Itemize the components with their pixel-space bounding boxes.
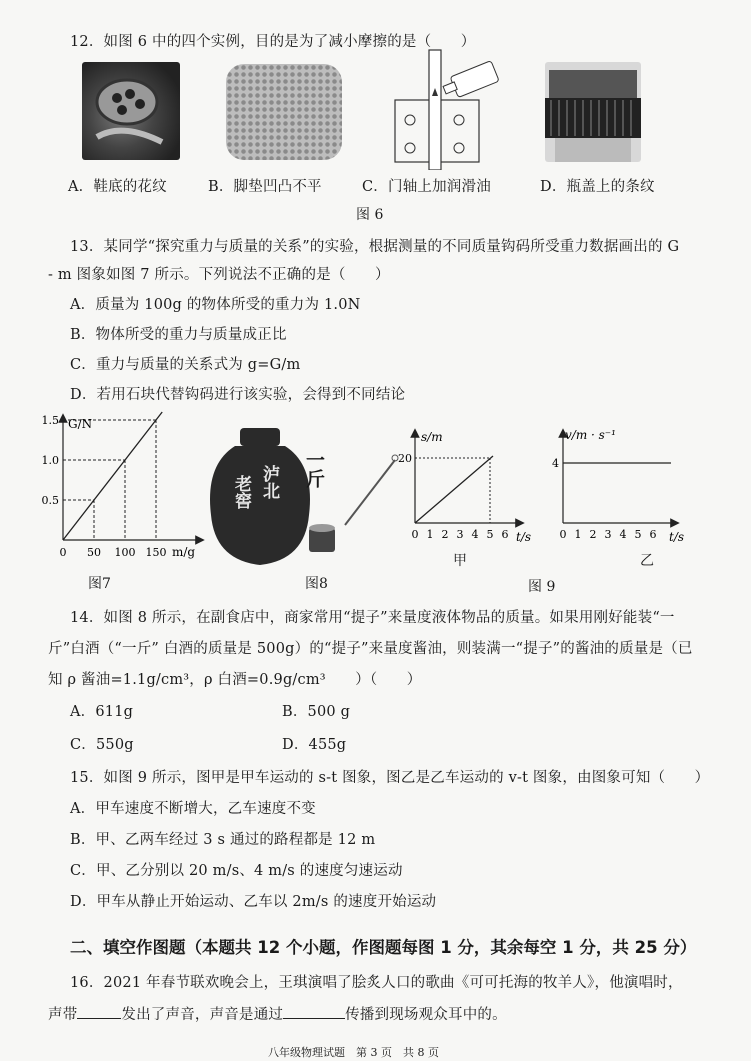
q16-line2 xyxy=(48,1003,507,1024)
fig9a-y-label: s/m xyxy=(421,430,443,444)
q16-blank-2[interactable] xyxy=(283,1004,345,1019)
q15-option-b: B．甲、乙两车经过 3 s 通过的路程都是 12 m xyxy=(70,832,376,848)
fig7-y-tick: 1.5 xyxy=(41,414,59,427)
q14-option-b: B．500 g xyxy=(282,704,351,720)
section-2-title: 二、填空作图题（本题共 12 个小题，作图题每图 1 分，其余每空 1 分，共 25 分） xyxy=(70,938,697,957)
fig9-yi-label: 乙 xyxy=(640,553,654,569)
fig9a-x-tick: 0 xyxy=(411,528,419,541)
figure-9-chart-jia xyxy=(395,425,545,550)
q13-option-b: B．物体所受的重力与质量成正比 xyxy=(70,327,287,343)
figure-8-caption: 图8 xyxy=(305,576,328,592)
figure-9-caption: 图 9 xyxy=(528,579,556,595)
fig7-y-label: G/N xyxy=(68,417,93,431)
q16-text-a: 声带 xyxy=(48,1007,78,1023)
q14-stem-line3: 知 ρ 酱油=1.1g/cm³，ρ 白酒=0.9g/cm³ ）（ ） xyxy=(48,672,422,688)
foot-mat-photo xyxy=(226,64,342,160)
fig9a-x-tick: 1 xyxy=(426,528,434,541)
fig9-jia-label: 甲 xyxy=(453,553,467,569)
shoe-sole-icon xyxy=(82,62,180,160)
fig9b-x-tick: 5 xyxy=(634,528,642,541)
fig7-x-tick: 0 xyxy=(59,546,67,559)
q14-option-a: A．611g xyxy=(70,704,134,720)
fig9b-x-label: t/s xyxy=(669,530,685,544)
fig7-y-tick: 1.0 xyxy=(41,454,59,467)
fig7-x-tick: 150 xyxy=(145,546,167,559)
page-footer: 八年级物理试题 第 3 页 共 8 页 xyxy=(268,1046,439,1059)
figure-9-chart-yi xyxy=(545,425,695,550)
q13-stem-line1: 13．某同学“探究重力与质量的关系”的实验，根据测量的不同质量钩码所受重力数据画出的 G xyxy=(70,239,680,255)
q13-option-a: A．质量为 100g 的物体所受的重力为 1.0N xyxy=(70,297,361,313)
fig9a-x-tick: 5 xyxy=(486,528,494,541)
q16-text-c: 传播到现场观众耳中的。 xyxy=(345,1007,507,1023)
q12-option-c: C．门轴上加润滑油 xyxy=(362,179,491,195)
q15-option-a: A．甲车速度不断增大，乙车速度不变 xyxy=(70,801,316,817)
fig8-label: 一斤 xyxy=(303,450,325,488)
q15-stem: 15．如图 9 所示，图甲是甲车运动的 s-t 图象，图乙是乙车运动的 v-t 图象，由图象可知（ ） xyxy=(70,770,710,786)
fig9a-x-label: t/s xyxy=(516,530,532,544)
q14-stem-line1: 14．如图 8 所示，在副食店中，商家常用“提子”来量度液体物品的质量。如果用刚好能装“一 xyxy=(70,610,675,626)
q13-stem-line2: - m 图象如图 7 所示。下列说法不正确的是（ ） xyxy=(48,267,390,283)
fig9a-x-tick: 3 xyxy=(456,528,464,541)
q16-blank-1[interactable] xyxy=(77,1004,121,1019)
q15-option-d: D．甲车从静止开始运动、乙车以 2m/s 的速度开始运动 xyxy=(70,894,437,910)
fig9a-series-line xyxy=(415,456,493,523)
q14-option-c: C．550g xyxy=(70,737,134,753)
fig9b-x-tick: 6 xyxy=(649,528,657,541)
q13-option-c: C．重力与质量的关系式为 g=G/m xyxy=(70,357,301,373)
figure-8-image xyxy=(205,420,405,570)
q12-option-d: D．瓶盖上的条纹 xyxy=(540,179,655,195)
q16-text-b: 发出了声音，声音是通过 xyxy=(121,1007,284,1023)
q14-stem-line2: 斤”白酒（“一斤” 白酒的质量是 500g）的“提子”来量度酱油，则装满一“提子”的酱油的质量是（已 xyxy=(48,641,693,657)
q12-option-a: A．鞋底的花纹 xyxy=(68,179,167,195)
fig7-series-line xyxy=(63,412,162,540)
fig9a-y-tick: 20 xyxy=(398,452,412,465)
fig9b-x-tick: 3 xyxy=(604,528,612,541)
figure-7-caption: 图7 xyxy=(88,576,111,592)
door-hinge-drawing xyxy=(385,40,505,170)
jar-text-right: 泸北 xyxy=(259,465,279,499)
fig9a-x-tick: 6 xyxy=(501,528,509,541)
fig9b-x-tick: 1 xyxy=(574,528,582,541)
fig9b-x-tick: 0 xyxy=(559,528,567,541)
q16-line1: 16．2021 年春节联欢晚会上，王琪演唱了脍炙人口的歌曲《可可托海的牧羊人》，他演唱时， xyxy=(70,975,683,991)
shoe-sole-photo xyxy=(82,62,180,160)
q12-option-b: B．脚垫凹凸不平 xyxy=(208,179,322,195)
fig7-y-tick: 0.5 xyxy=(41,494,59,507)
fig7-x-tick: 100 xyxy=(114,546,136,559)
figure-6-caption: 图 6 xyxy=(356,207,384,223)
fig7-x-tick: 50 xyxy=(87,546,101,559)
fig9b-y-label: v/m · s⁻¹ xyxy=(565,428,616,442)
fig7-x-label: m/g xyxy=(172,545,196,559)
q15-option-c: C．甲、乙分别以 20 m/s、4 m/s 的速度匀速运动 xyxy=(70,863,403,879)
liquor-jar-icon xyxy=(210,446,310,565)
fig9a-x-tick: 2 xyxy=(441,528,449,541)
q14-option-d: D．455g xyxy=(282,737,347,753)
fig9b-x-tick: 4 xyxy=(619,528,627,541)
bottle-cap-photo xyxy=(545,62,641,162)
fig9a-x-tick: 4 xyxy=(471,528,479,541)
q12-stem: 12．如图 6 中的四个实例，目的是为了减小摩擦的是（ ） xyxy=(70,34,476,50)
fig9b-x-tick: 2 xyxy=(589,528,597,541)
figure-7-chart xyxy=(30,410,210,560)
jar-text-left: 老窖 xyxy=(231,475,251,509)
fig9b-y-tick: 4 xyxy=(552,457,559,470)
q13-option-d: D．若用石块代替钩码进行该实验，会得到不同结论 xyxy=(70,387,406,403)
